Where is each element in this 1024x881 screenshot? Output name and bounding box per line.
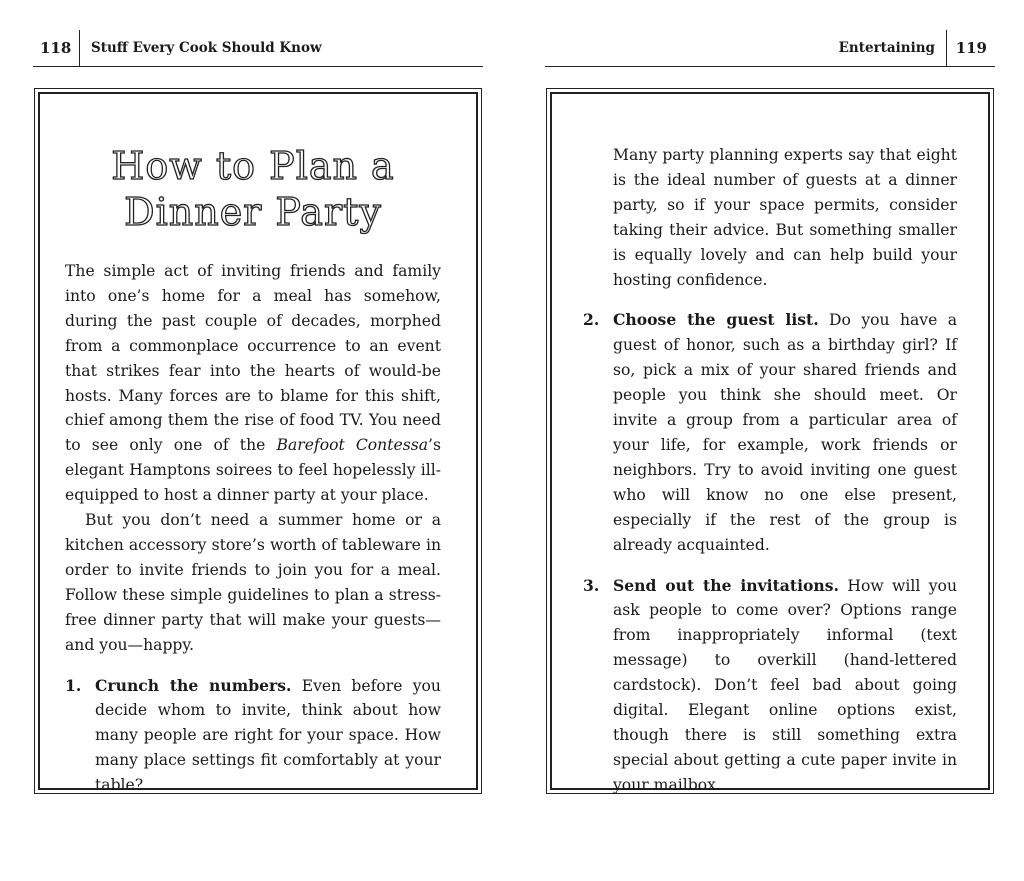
intro-paragraph-2: But you don’t need a summer home or a kitchen accessory store’s worth of tableware in order to invite friends to join you for a meal. Follow these simple guidelines to plan a stress-free dinner party that will make your guests—and you—happy. [65,511,441,654]
running-header-left [33,36,483,67]
steps-list [583,574,957,798]
chapter-title: How to Plan a Dinner Party [111,144,395,234]
steps-list [583,308,957,557]
running-header-right [545,36,995,67]
steps-list [583,143,957,292]
step-number: 2. [583,310,600,330]
right-page-body [583,143,957,798]
list-item [65,674,441,799]
page-number: 119 [955,39,987,57]
right-page [512,0,1024,881]
list-item [583,143,957,292]
step-number: 1. [65,675,82,695]
left-page-body [65,143,441,798]
steps-list [65,674,441,799]
header-divider [946,30,947,66]
step-text: How will you ask people to come over? Options range from inappropriately informal (text message) to overkill (hand-lettered cardstock). Don’t feel bad about going digital. Elegant online options exist, though there is still something extra special about getting a cute paper invite in your mailbox. [613,576,957,794]
intro-text-a: The simple act of inviting friends and family into one’s home for a meal has somehow, during the past couple of decades, morphed from a commonplace occurrence to an event that strikes fear into the hearts of would-be hosts. Many forces are to blame for this shift, chief among them the rise of food TV. You need to see only one of the [65,262,441,455]
step-number: 3. [583,575,600,595]
double-rule-frame [34,88,482,794]
running-title: Stuff Every Cook Should Know [91,40,322,56]
intro-paragraph-1 [65,259,441,508]
step-text: Do you have a guest of honor, such as a birthday girl? If so, pick a mix of your shared friends and people you think she should meet. Or invite a group from a particular area of your life, for example, work friends or neighbors. Try to avoid inviting one guest who will know no one else present, especially if the rest of the group is already acquainted. [613,311,957,554]
list-item [583,574,957,798]
header-divider [79,30,80,66]
double-rule-frame [546,88,994,794]
step-text: Even before you decide whom to invite, think about how many people are right for your space. How many place settings fit comfortably at your table? [95,676,441,795]
step-text: Many party planning experts say that eight is the ideal number of guests at a dinner party, so if your space permits, consider taking their advice. But something smaller is equally lovely and can help build your hosting confidence. [613,146,957,289]
list-item [583,308,957,557]
step-heading: Crunch the numbers. [95,675,292,695]
show-title: Barefoot Contessa [276,436,429,455]
page-number: 118 [40,39,72,57]
intro-text-b: ’s elegant Hamptons soirees to feel hopelessly ill-equipped to host a dinner party at your place. [65,436,441,505]
step-heading: Choose the guest list. [613,310,819,330]
step-heading: Send out the invitations. [613,575,839,595]
running-title: Entertaining [838,40,935,56]
